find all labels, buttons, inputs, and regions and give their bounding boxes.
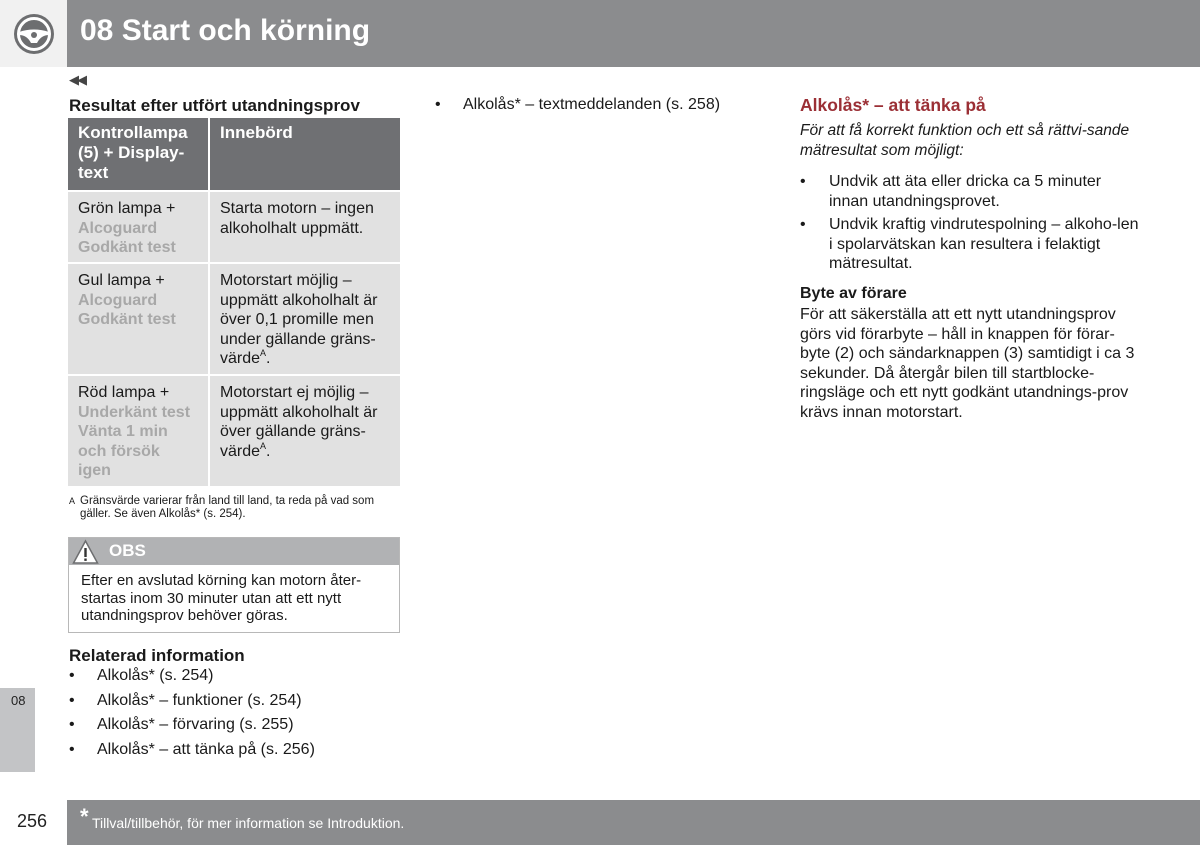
body-text: För att säkerställa att ett nytt utandningsprov görs vid förarbyte – håll in knappen för förar-byte (2) och sändarknappen (3) samtidigt i ca 3 sekunder. Då återgår bilen till startblocke-ringsläge och ett nytt godkänt utandnings-prov krävs innan motorstart.: [800, 306, 1135, 421]
meaning-text: Starta motorn – ingen alkoholhalt uppmätt.: [220, 200, 374, 237]
side-tab-label: 08: [11, 693, 26, 708]
display-text: igen: [78, 462, 111, 480]
meaning-cell: Motorstart möjlig – uppmätt alkoholhalt är över 0,1 promille men under gällande gräns-värde$^A$.: [210, 264, 400, 374]
related-link[interactable]: • Alkolås* – att tänka på (s. 256): [69, 740, 315, 758]
page-number: 256: [17, 811, 48, 831]
obs-note-box: [68, 537, 400, 633]
footer-star: *: [80, 804, 89, 829]
chapter-title: 08 Start och körning: [80, 14, 371, 47]
display-text: Vänta 1 min: [78, 423, 168, 441]
bullet: •: [800, 173, 806, 190]
lamp-text: Gul lampa +: [78, 272, 165, 289]
warning-triangle-icon: [72, 539, 99, 566]
obs-text: Efter en avslutad körning kan motorn åter-startas inom 30 minuter utan att ett nytt utandningsprov behöver göras.: [81, 572, 362, 624]
column-header-lamp: Kontrollampa (5) + Display-text: [68, 118, 208, 190]
footer-note: Tillval/tillbehör, för mer information se Introduktion.: [92, 815, 405, 831]
section-title: Alkolås* – att tänka på: [800, 95, 986, 115]
advice-list: [800, 172, 1140, 278]
obs-header: [69, 538, 399, 565]
steering-wheel-icon: [13, 13, 55, 55]
display-text: Underkänt test: [78, 403, 191, 421]
display-text: Alcoguard: [78, 219, 158, 237]
result-table: [68, 118, 400, 488]
lamp-cell: [68, 264, 208, 374]
subheading: Byte av förare: [800, 285, 907, 302]
meaning-cell: Motorstart ej möjlig – uppmätt alkoholhalt är över gällande gräns-värde$^A$.: [210, 376, 400, 486]
related-link[interactable]: • Alkolås* – textmeddelanden (s. 258): [435, 96, 721, 113]
display-text: och försök: [78, 442, 160, 460]
display-text: Godkänt test: [78, 311, 176, 329]
display-text: Alcoguard: [78, 291, 158, 309]
list-item: • Undvik kraftig vindrutespolning – alkoho-len i spolarvätskan kan resultera i felaktigt mätresultat.: [800, 216, 1139, 272]
bullet: •: [69, 667, 75, 684]
list-item: • Undvik att äta eller dricka ca 5 minuter innan utandningsprovet.: [800, 173, 1102, 210]
section-intro: För att få korrekt funktion och ett så rättvi-sande mätresultat som möjligt:: [800, 122, 1130, 159]
column-header-meaning: Innebörd: [210, 118, 400, 190]
related-info-list: [69, 666, 409, 764]
display-text: Godkänt test: [78, 239, 176, 257]
related-link[interactable]: • Alkolås* – förvaring (s. 255): [69, 716, 294, 733]
meaning-text: Motorstart möjlig – uppmätt alkoholhalt är över 0,1 promille men under gällande gräns-värde: [220, 272, 378, 368]
meaning-text: Motorstart ej möjlig – uppmätt alkoholhalt är över gällande gräns-värde: [220, 384, 378, 460]
meaning-cell: [210, 192, 400, 262]
footnote-text: Gränsvärde varierar från land till land, ta reda på vad som gäller. Se även Alkolås* (s. 254).: [80, 495, 375, 520]
chapter-side-tab: [0, 688, 35, 772]
footnote-ref: A: [260, 440, 267, 451]
lamp-cell: [68, 192, 208, 262]
lamp-cell: [68, 376, 208, 486]
bullet: •: [69, 740, 75, 758]
table-title: Resultat efter utfört utandningsprov: [69, 96, 360, 115]
table-row: [68, 376, 400, 486]
table-header-row: [68, 118, 400, 190]
header-icon-box: [0, 0, 67, 67]
bullet: •: [800, 216, 806, 233]
footnote-ref: A: [260, 348, 267, 359]
footnote-mark: A: [69, 496, 76, 506]
related-link[interactable]: • Alkolås* – funktioner (s. 254): [69, 691, 302, 709]
lamp-text: Röd lampa +: [78, 384, 170, 401]
bullet: •: [435, 96, 441, 113]
related-info-title: Relaterad information: [69, 646, 245, 665]
bullet: •: [69, 691, 75, 709]
related-info-continued: [435, 95, 765, 114]
table-row: [68, 192, 400, 262]
bullet: •: [69, 716, 75, 733]
table-row: [68, 264, 400, 374]
previous-page-marker: ◀◀: [69, 72, 85, 87]
obs-label: OBS: [109, 541, 146, 560]
page-number-box: [0, 800, 67, 845]
related-link[interactable]: • Alkolås* (s. 254): [69, 667, 214, 684]
lamp-text: Grön lampa +: [78, 200, 176, 217]
